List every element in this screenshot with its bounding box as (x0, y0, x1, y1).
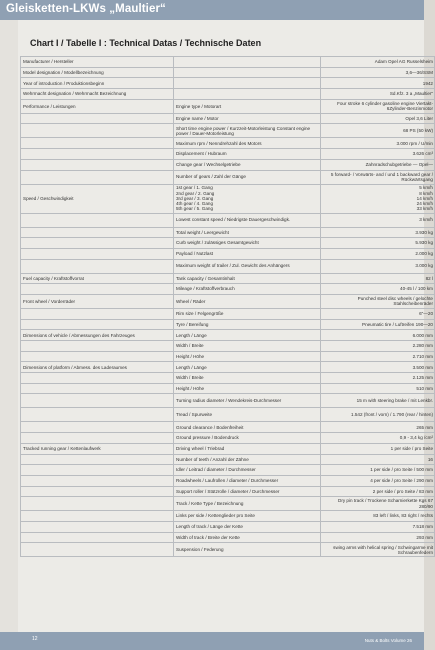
table-cell-c2: Tread / Spurweite (174, 408, 321, 422)
table-row (21, 486, 435, 497)
table-row (21, 67, 435, 78)
footer-band (0, 632, 424, 650)
table-cell-c2: Wheel / Räder (174, 294, 321, 308)
table-cell-c2: Engine name / Motor (174, 113, 321, 124)
table-cell-line: 33 km/h (416, 206, 433, 212)
table-cell-c1 (21, 213, 174, 227)
table-cell-c2: Length / Länge (174, 330, 321, 341)
table-cell-c1: Wehrmacht designation / Wehrmacht Bezeichnung (21, 89, 174, 100)
table-cell-c3: Pneumatic tire / Luftreifen 190—20 (321, 319, 435, 330)
table-cell-c2: Width / Breite (174, 341, 321, 352)
table-cell-line: 14 km/h (416, 195, 433, 201)
table-cell-c2: Roadwheels / Laufrollen / diameter / Durchmesser (174, 475, 321, 486)
table-cell-c1 (21, 394, 174, 408)
table-cell-c3: 265 mm (321, 422, 435, 433)
table-row (21, 78, 435, 89)
table-cell-c3 (321, 184, 435, 213)
table-cell-line: 24 km/h (416, 201, 433, 207)
table-cell-c1: Year of introduction / Produktionsbeginn (21, 78, 174, 89)
table-cell-c3: 16 (321, 454, 435, 465)
table-cell-c2: Change gear / Wechselgetriebe (174, 159, 321, 170)
table-cell-c1 (21, 475, 174, 486)
table-cell-c3: Punched steel disc wheels / gelochte Stahlscheibenräder (321, 294, 435, 308)
table-cell-c3: 2.280 mm (321, 341, 435, 352)
table-cell-c3: 510 mm (321, 383, 435, 394)
table-row (21, 543, 435, 557)
table-cell-c1 (21, 341, 174, 352)
table-row (21, 465, 435, 476)
table-row (21, 433, 435, 444)
table-cell-c2: Number of gears / Zahl der Gänge (174, 170, 321, 184)
table-cell-c2: Ground pressure / Bodendruck (174, 433, 321, 444)
table-cell-c1 (21, 465, 174, 476)
table-cell-c2: Maximum rpm / Nenndrehzahl des Motors (174, 138, 321, 149)
table-cell-c2 (174, 67, 321, 78)
table-cell-c3: 1.542 (front / vorn) / 1.790 (rear / hinten) (321, 408, 435, 422)
table-cell-c1 (21, 138, 174, 149)
table-row (21, 184, 435, 213)
table-cell-c1 (21, 319, 174, 330)
table-cell-c2: Maximum weight of trailer / Zul. Gewicht des Anhängers (174, 259, 321, 273)
table-cell-c2: Total weight / Leergewicht (174, 227, 321, 238)
table-row (21, 259, 435, 273)
table-row (21, 394, 435, 408)
table-cell-c2: Length / Länge (174, 362, 321, 373)
table-cell-c2: Width of track / Breite der Kette (174, 532, 321, 543)
footer-publication: Nuts & Bolts Volume 26 (364, 638, 412, 643)
table-row (21, 475, 435, 486)
table-cell-c1 (21, 373, 174, 384)
table-cell-c3: 6.000 mm (321, 330, 435, 341)
table-cell-c1 (21, 486, 174, 497)
table-row (21, 511, 435, 522)
table-cell-c2: Height / Höhe (174, 383, 321, 394)
table-cell-c3: 83 left / links, 83 right / rechts (321, 511, 435, 522)
table-cell-line: 8 km/h (419, 190, 433, 196)
table-row (21, 273, 435, 284)
table-cell-c3: 3.000 rpm / U/min (321, 138, 435, 149)
table-cell-c2: Support roller / Stützrolle / diameter / Durchmesser (174, 486, 321, 497)
table-cell-c1 (21, 521, 174, 532)
table-cell-c3: 3 km/h (321, 213, 435, 227)
table-cell-c1: Performance / Leistungen (21, 99, 174, 113)
table-row (21, 308, 435, 319)
table-cell-c2: Curb weight / zulässiges Gesamtgewicht (174, 238, 321, 249)
table-cell-c3: 3.626 cm³ (321, 149, 435, 160)
table-cell-c2: Links per side / Kettenglieder pro Seite (174, 511, 321, 522)
table-cell-c2 (174, 89, 321, 100)
table-cell-c1 (21, 248, 174, 259)
table-cell-c3: 3.930 kg (321, 227, 435, 238)
table-cell-line: 5 km/h (419, 185, 433, 191)
table-cell-c3: Four stroke 6 cylinder gasoline engine Viertakt-6Zylinder-Benzinmotor (321, 99, 435, 113)
table-row (21, 213, 435, 227)
table-cell-c2: Idler / Leitrad / diameter / Durchmesser (174, 465, 321, 476)
table-cell-c1 (21, 227, 174, 238)
table-title: Chart I / Tabelle I : Technical Datas / Technische Daten (30, 38, 262, 48)
table-row (21, 238, 435, 249)
table-cell-c3: 4 per side / pro Seite / 290 mm (321, 475, 435, 486)
table-cell-c1 (21, 543, 174, 557)
table-cell-c1: Fuel capacity / Kraftstoffvorrat (21, 273, 174, 284)
table-row (21, 341, 435, 352)
table-cell-c2: Mileage / Kraftstoffverbrauch (174, 284, 321, 295)
table-row (21, 99, 435, 113)
table-cell-c3: 3.000 kg (321, 259, 435, 273)
table-cell-c3: 3.500 mm (321, 362, 435, 373)
table-cell-c2: Length of track / Länge der Kette (174, 521, 321, 532)
table-cell-c1 (21, 454, 174, 465)
table-cell-c3: 293 mm (321, 532, 435, 543)
table-cell-line: 1st gear / 1. Gang (176, 185, 213, 191)
page-margin (0, 20, 18, 632)
table-row (21, 89, 435, 100)
table-cell-c3: 68 PS (50 kW) (321, 124, 435, 138)
table-cell-c2: Ground clearance / Bodenfreiheit (174, 422, 321, 433)
table-cell-c3: swing arms with helical spring / Schwingarme mit Schraubenfedern (321, 543, 435, 557)
table-row (21, 497, 435, 511)
table-cell-c3: 3,6—36/SSM (321, 67, 435, 78)
table-cell-c2: Suspension / Federung (174, 543, 321, 557)
table-cell-c2: Height / Höhe (174, 351, 321, 362)
table-cell-line: 5th gear / 5. Gang (176, 206, 214, 212)
technical-data-table (20, 56, 435, 557)
table-cell-c1: Front wheel / Vorderräder (21, 294, 174, 308)
table-cell-c1 (21, 351, 174, 362)
table-cell-c3: Zahnradschubgetriebe — Opel— (321, 159, 435, 170)
table-row (21, 113, 435, 124)
table-cell-c1 (21, 422, 174, 433)
table-row (21, 454, 435, 465)
table-cell-c1: Model designation / Modellbezeichnung (21, 67, 174, 78)
table-row (21, 408, 435, 422)
table-cell-c1 (21, 149, 174, 160)
table-cell-c2: Tank capacity / Gesamtinhalt (174, 273, 321, 284)
table-row (21, 284, 435, 295)
table-cell-c1 (21, 497, 174, 511)
table-cell-c1 (21, 170, 174, 184)
table-cell-c3: 40-45 l / 100 km (321, 284, 435, 295)
table-cell-c1 (21, 408, 174, 422)
table-cell-c3: Dry pin track / Trockene Scharnierkette Kgs 67 280/90 (321, 497, 435, 511)
table-row (21, 124, 435, 138)
table-cell-c1 (21, 124, 174, 138)
table-cell-c3: 2.125 mm (321, 373, 435, 384)
table-cell-c3: 2.000 kg (321, 248, 435, 259)
table-cell-c1: Tracked running gear / Kettenlaufwerk (21, 443, 174, 454)
table-cell-c2: Displacement / Hubraum (174, 149, 321, 160)
table-cell-line: 4th gear / 4. Gang (176, 201, 214, 207)
table-cell-c2 (174, 78, 321, 89)
table-cell-c2: Lowest constant speed / Niedrigste Dauergeschwindigk. (174, 213, 321, 227)
table-cell-c3: 2.710 mm (321, 351, 435, 362)
table-cell-c2: Turning radius diameter / Wendekreis-Durchmesser (174, 394, 321, 408)
table-cell-c1: Dimensions of platform / Abmess. des Laderaumes (21, 362, 174, 373)
table-cell-c1 (21, 383, 174, 394)
table-cell-c2: Payload / Nutzlast (174, 248, 321, 259)
table-cell-c1 (21, 308, 174, 319)
table-row (21, 362, 435, 373)
table-row (21, 248, 435, 259)
table-row (21, 294, 435, 308)
table-cell-c1 (21, 532, 174, 543)
table-cell-line: 2nd gear / 2. Gang (176, 190, 215, 196)
table-cell-c2 (174, 57, 321, 68)
table-row (21, 227, 435, 238)
table-cell-c2: Width / Breite (174, 373, 321, 384)
table-cell-c3: 5.930 kg (321, 238, 435, 249)
table-cell-c1: Manufacturer / Hersteller (21, 57, 174, 68)
table-cell-c2 (174, 184, 321, 213)
table-cell-c2: Rim size / Felgengröße (174, 308, 321, 319)
table-row (21, 159, 435, 170)
table-row (21, 532, 435, 543)
table-cell-c3: 1 per side / pro Seite (321, 443, 435, 454)
table-cell-c3: Opel 3,6 Liter (321, 113, 435, 124)
table-cell-c2: Tyre / Bereifung (174, 319, 321, 330)
table-cell-c2: Engine type / Motorart (174, 99, 321, 113)
table-cell-c3: 82 l (321, 273, 435, 284)
table-cell-c2: Short time engine power / Kurzzeit-Motorleistung Constant engine power / Dauer-Motorleistung (174, 124, 321, 138)
table-cell-c1 (21, 113, 174, 124)
table-cell-c1 (21, 238, 174, 249)
table-cell-c1 (21, 433, 174, 444)
page-number: 12 (32, 636, 38, 642)
table-cell-c2: Number of teeth / Anzahl der Zähne (174, 454, 321, 465)
table-cell-c3: 0,9 - 3,4 kg /cm² (321, 433, 435, 444)
header-band (0, 0, 424, 20)
table-row (21, 351, 435, 362)
table-cell-c3: 1942 (321, 78, 435, 89)
table-cell-line: 3rd gear / 3. Gang (176, 195, 214, 201)
table-cell-c2: Driving wheel / Triebrad (174, 443, 321, 454)
table-cell-c3: 7.518 mm (321, 521, 435, 532)
table-cell-c3: 15 m with steering brake / mit Lenkbr. (321, 394, 435, 408)
table-cell-c1: Speed / Geschwindigkeit (21, 184, 174, 213)
table-cell-c3: 5 forward- / Vorwärts- and / und 1 backward gear / Rückwärtsgang (321, 170, 435, 184)
header-title: Gleisketten-LKWs „Maultier“ (6, 3, 166, 15)
table-cell-c1 (21, 284, 174, 295)
table-cell-c3: Adam Opel AG Russelsheim (321, 57, 435, 68)
table-row (21, 330, 435, 341)
table-cell-c1 (21, 159, 174, 170)
table-row (21, 319, 435, 330)
table-row (21, 383, 435, 394)
table-cell-c3: Sd.Kfz. 3 a „Maultier“ (321, 89, 435, 100)
table-row (21, 149, 435, 160)
table-cell-c3: 6"—20 (321, 308, 435, 319)
table-cell-c2: Track / Kette Type / Bezeichnung (174, 497, 321, 511)
table-cell-c1 (21, 259, 174, 273)
table-row (21, 422, 435, 433)
table-row (21, 373, 435, 384)
table-row (21, 443, 435, 454)
table-row (21, 138, 435, 149)
table-row (21, 170, 435, 184)
table-cell-c1: Dimensions of vehicle / Abmessungen des Fahrzeuges (21, 330, 174, 341)
table-cell-c3: 1 per side / pro Seite / 500 mm (321, 465, 435, 476)
table-cell-c1 (21, 511, 174, 522)
table-row (21, 521, 435, 532)
table-cell-c3: 2 per side / pro Seite / 83 mm (321, 486, 435, 497)
table-row (21, 57, 435, 68)
